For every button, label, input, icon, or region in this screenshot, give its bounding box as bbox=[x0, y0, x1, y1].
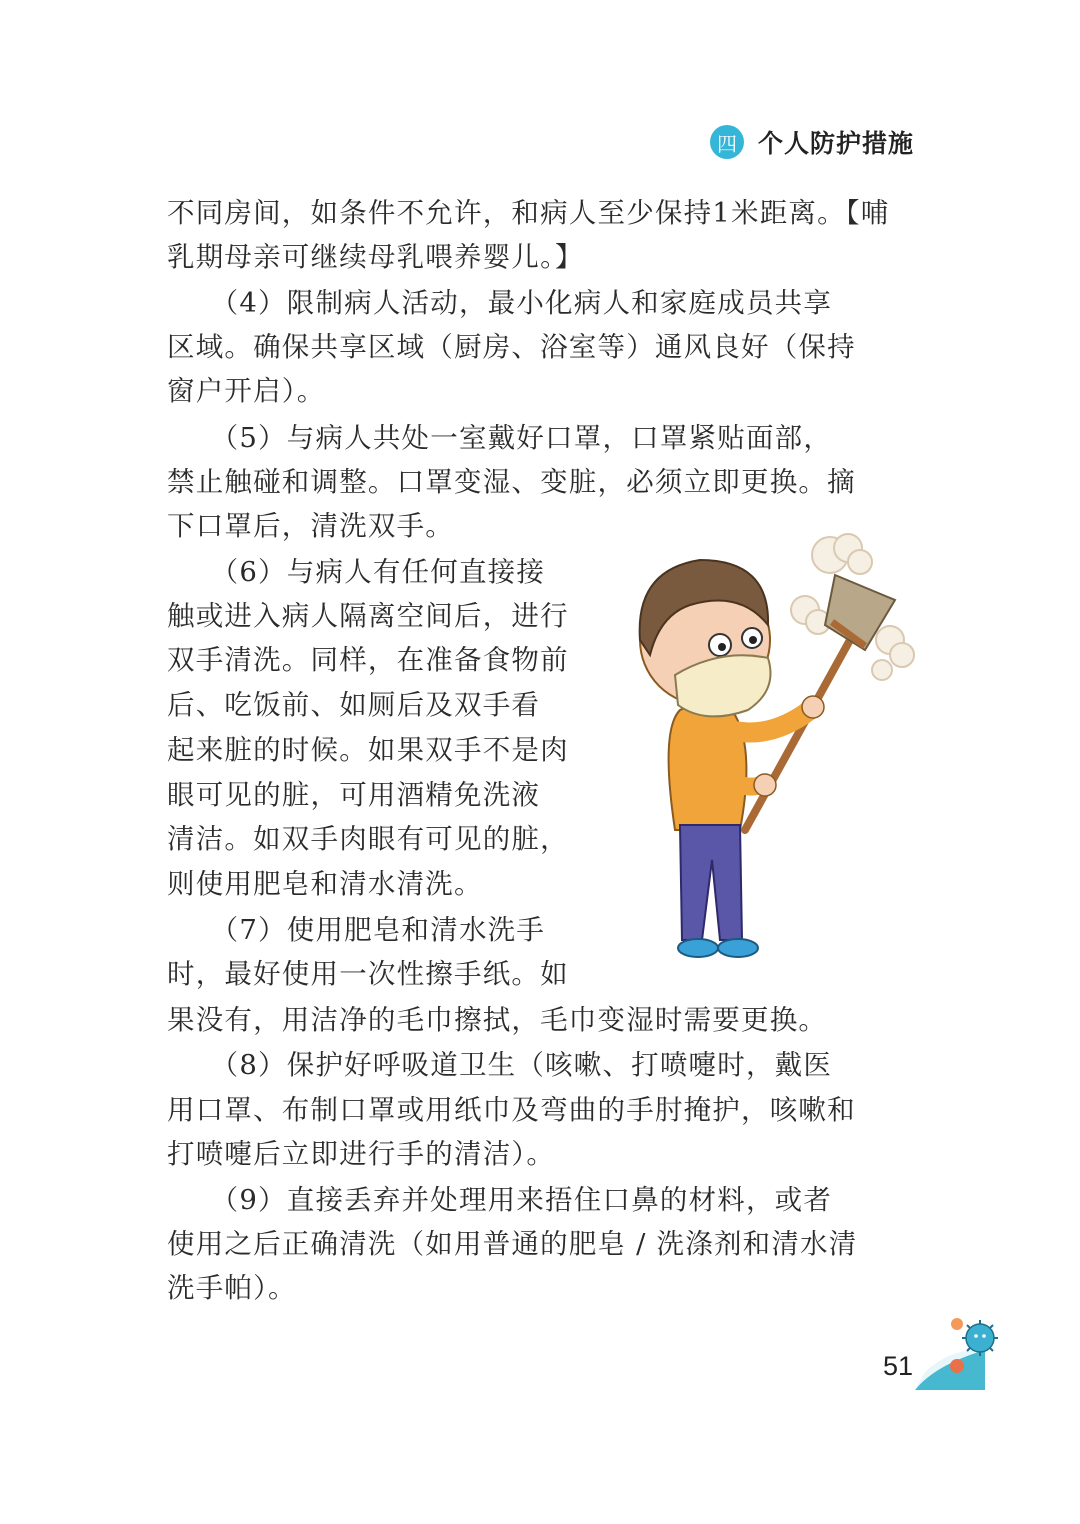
page-number: 51 bbox=[883, 1351, 914, 1381]
text-line: 时，最好使用一次性擦手纸。如 bbox=[167, 958, 569, 990]
text-line: （8）保护好呼吸道卫生（咳嗽、打喷嚏时，戴医 bbox=[167, 1049, 833, 1081]
text-line: 乳期母亲可继续母乳喂养婴儿。】 bbox=[167, 241, 584, 273]
text-line: 用口罩、布制口罩或用纸巾及弯曲的手肘掩护，咳嗽和 bbox=[167, 1094, 856, 1126]
text-line: 窗户开启）。 bbox=[167, 375, 326, 407]
text-line: （7）使用肥皂和清水洗手 bbox=[167, 914, 546, 946]
text-line: 使用之后正确清洗（如用普通的肥皂 / 洗涤剂和清水清 bbox=[167, 1228, 858, 1260]
text-line: （6）与病人有任何直接接 bbox=[167, 556, 546, 588]
text-line: 双手清洗。同样，在准备食物前 bbox=[167, 644, 569, 676]
boy-sweeping-illustration bbox=[620, 530, 920, 970]
text-line: 后、吃饭前、如厕后及双手看 bbox=[167, 689, 541, 721]
text-line: 触或进入病人隔离空间后，进行 bbox=[167, 600, 569, 632]
text-line: 则使用肥皂和清水清洗。 bbox=[167, 868, 483, 900]
text-line: 眼可见的脏，可用酒精免洗液 bbox=[167, 779, 541, 811]
text-line: 不同房间，如条件不允许，和病人至少保持1米距离。【哺 bbox=[167, 197, 890, 229]
text-line: （5）与病人共处一室戴好口罩，口罩紧贴面部， bbox=[167, 422, 833, 454]
text-line: 禁止触碰和调整。口罩变湿、变脏，必须立即更换。摘 bbox=[167, 466, 856, 498]
page-corner-decoration bbox=[905, 1310, 1005, 1390]
virus-icon bbox=[962, 1320, 998, 1356]
text-line: 起来脏的时候。如果双手不是肉 bbox=[167, 734, 569, 766]
section-number-badge: 四 bbox=[710, 125, 744, 159]
text-line: 下口罩后，清洗双手。 bbox=[167, 510, 454, 542]
text-line: 区域。确保共享区域（厨房、浴室等）通风良好（保持 bbox=[167, 331, 856, 363]
text-line: （9）直接丢弃并处理用来捂住口鼻的材料，或者 bbox=[167, 1184, 833, 1216]
section-title: 个人防护措施 bbox=[757, 129, 914, 158]
text-line: 洗手帕）。 bbox=[167, 1272, 297, 1304]
text-line: 打喷嚏后立即进行手的清洁）。 bbox=[167, 1138, 556, 1170]
text-line: （4）限制病人活动，最小化病人和家庭成员共享 bbox=[167, 287, 833, 319]
section-header bbox=[710, 124, 914, 160]
text-line: 清洁。如双手肉眼有可见的脏， bbox=[167, 823, 569, 855]
text-line: 果没有，用洁净的毛巾擦拭，毛巾变湿时需要更换。 bbox=[167, 1004, 828, 1036]
